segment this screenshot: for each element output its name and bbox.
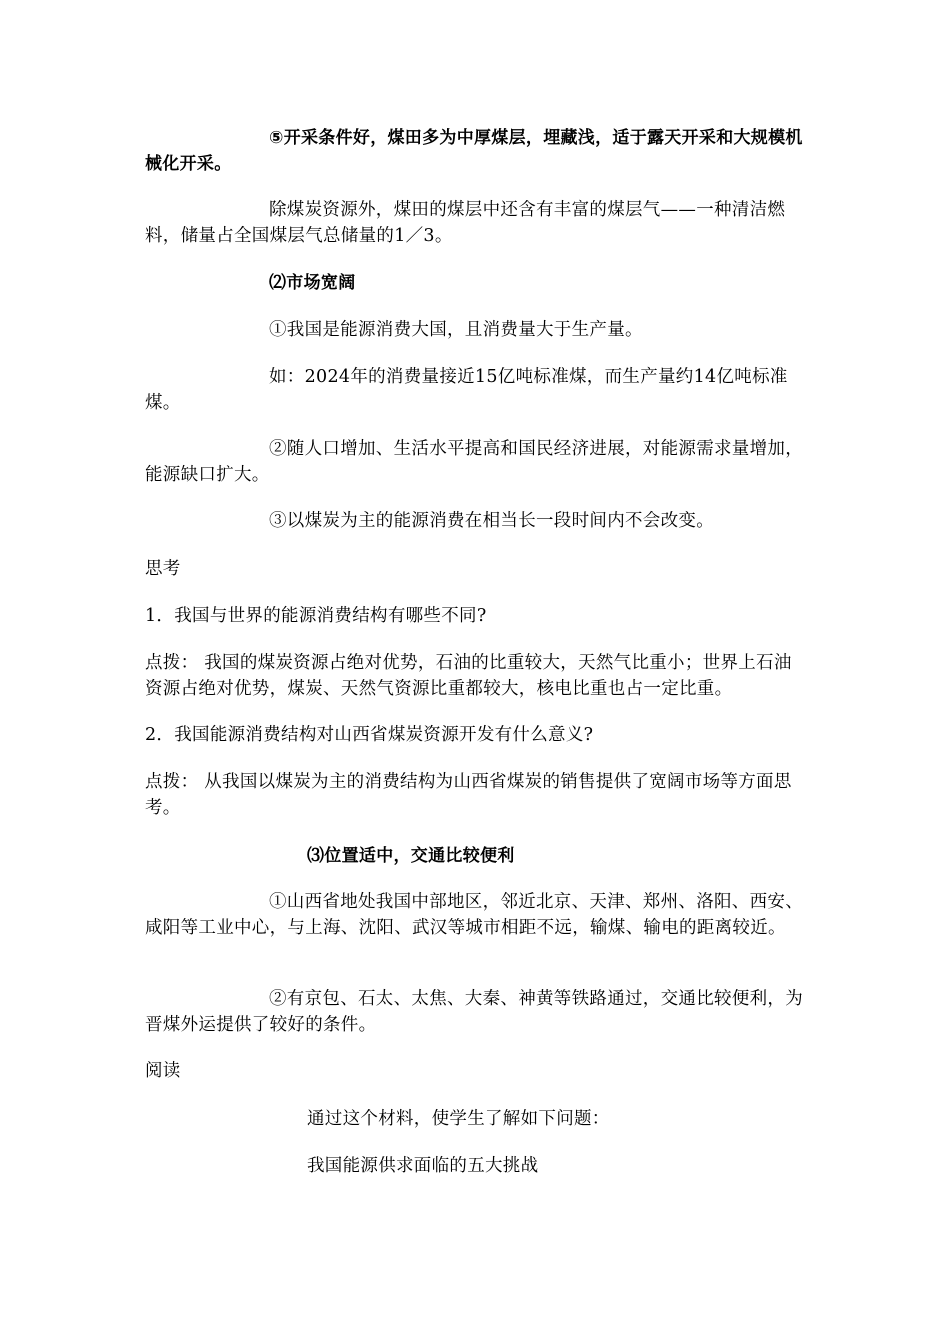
paragraph-example-2024: 如：2024年的消费量接近15亿吨标准煤，而生产量约14亿吨标准煤。 xyxy=(145,367,788,413)
hint-2: 点拨： 从我国以煤炭为主的消费结构为山西省煤炭的销售提供了宽阔市场等方面思考。 xyxy=(145,772,792,818)
heading-location: ⑶位置适中，交通比较便利 xyxy=(307,846,515,866)
paragraph-consumption: ①我国是能源消费大国，且消费量大于生产量。 xyxy=(269,320,643,340)
paragraph-reading-intro: 通过这个材料，使学生了解如下问题： xyxy=(307,1109,610,1129)
paragraph-railways: ②有京包、石太、太焦、大秦、神黄等铁路通过，交通比较便利，为晋煤外运提供了较好的条件。 xyxy=(145,989,803,1035)
paragraph-coal-dominant: ③以煤炭为主的能源消费在相当长一段时间内不会改变。 xyxy=(269,511,714,531)
paragraph-coalbed-gas: 除煤炭资源外，煤田的煤层中还含有丰富的煤层气——一种清洁燃料，储量占全国煤层气总储量的1／3。 xyxy=(145,200,786,246)
question-2: 2．我国能源消费结构对山西省煤炭资源开发有什么意义? xyxy=(145,725,594,745)
paragraph-mining-conditions: ⑤开采条件好，煤田多为中厚煤层，埋藏浅，适于露天开采和大规模机械化开采。 xyxy=(145,128,803,174)
paragraph-population-growth: ②随人口增加、生活水平提高和国民经济进展，对能源需求量增加，能源缺口扩大。 xyxy=(145,439,803,485)
label-think: 思考 xyxy=(145,559,181,579)
paragraph-five-challenges: 我国能源供求面临的五大挑战 xyxy=(307,1156,539,1176)
label-read: 阅读 xyxy=(145,1061,181,1081)
question-1: 1．我国与世界的能源消费结构有哪些不同? xyxy=(145,606,487,626)
paragraph-location-detail: ①山西省地处我国中部地区，邻近北京、天津、郑州、洛阳、西安、咸阳等工业中心，与上海、沈阳、武汉等城市相距不远，输煤、输电的距离较近。 xyxy=(145,892,803,938)
heading-market: ⑵市场宽阔 xyxy=(269,273,356,293)
hint-1: 点拨： 我国的煤炭资源占绝对优势，石油的比重较大，天然气比重小；世界上石油资源占绝对优势，煤炭、天然气资源比重都较大，核电比重也占一定比重。 xyxy=(145,653,792,699)
